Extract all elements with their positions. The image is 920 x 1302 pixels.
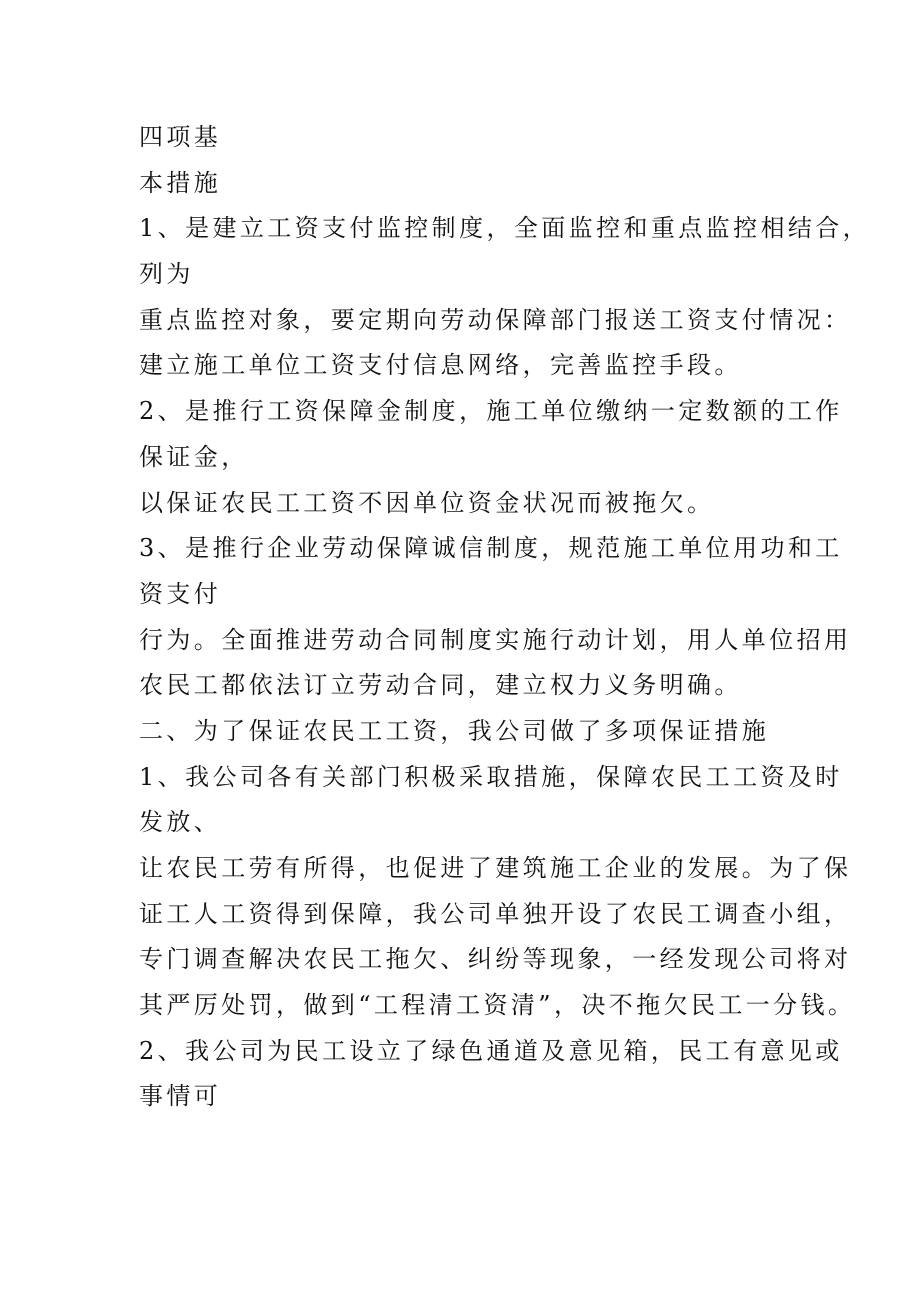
text-line: 证工人工资得到保障，我公司单独开设了农民工调查小组， — [139, 899, 852, 928]
text-line: 3、是推行企业劳动保障诚信制度，规范施工单位用功和工 — [139, 534, 843, 563]
text-line: 建立施工单位工资支付信息网络，完善监控手段。 — [139, 351, 742, 380]
text-line: 列为 — [139, 260, 194, 289]
text-line: 行为。全面推进劳动合同制度实施行动计划，用人单位招用 — [139, 625, 852, 654]
document-body — [139, 115, 871, 1120]
text-line: 1、是建立工资支付监控制度，全面监控和重点监控相结合， — [139, 214, 871, 243]
text-line: 本措施 — [139, 168, 222, 197]
text-line: 让农民工劳有所得，也促进了建筑施工企业的发展。为了保 — [139, 854, 852, 882]
text-line: 事情可 — [139, 1082, 222, 1111]
text-line: 保证金， — [139, 442, 249, 471]
text-line: 专门调查解决农民工拖欠、纠纷等现象，一经发现公司将对 — [139, 945, 852, 974]
text-line: 其严厉处罚，做到“工程清工资清”，决不拖欠民工一分钱。 — [139, 991, 856, 1020]
text-line: 资支付 — [139, 579, 222, 608]
text-line: 以保证农民工工资不因单位资金状况而被拖欠。 — [139, 488, 715, 517]
text-line: 1、我公司各有关部门积极采取措施，保障农民工工资及时 — [139, 762, 843, 791]
text-line: 发放、 — [139, 808, 222, 837]
text-line: 农民工都依法订立劳动合同，建立权力义务明确。 — [139, 671, 742, 700]
text-line: 重点监控对象，要定期向劳动保障部门报送工资支付情况： — [139, 305, 852, 334]
text-line: 2、是推行工资保障金制度，施工单位缴纳一定数额的工作 — [139, 397, 843, 426]
text-line: 2、我公司为民工设立了绿色通道及意见箱，民工有意见或 — [139, 1036, 843, 1065]
text-line: 二、为了保证农民工工资，我公司做了多项保证措施 — [139, 716, 770, 745]
text-line: 四项基 — [139, 123, 222, 151]
